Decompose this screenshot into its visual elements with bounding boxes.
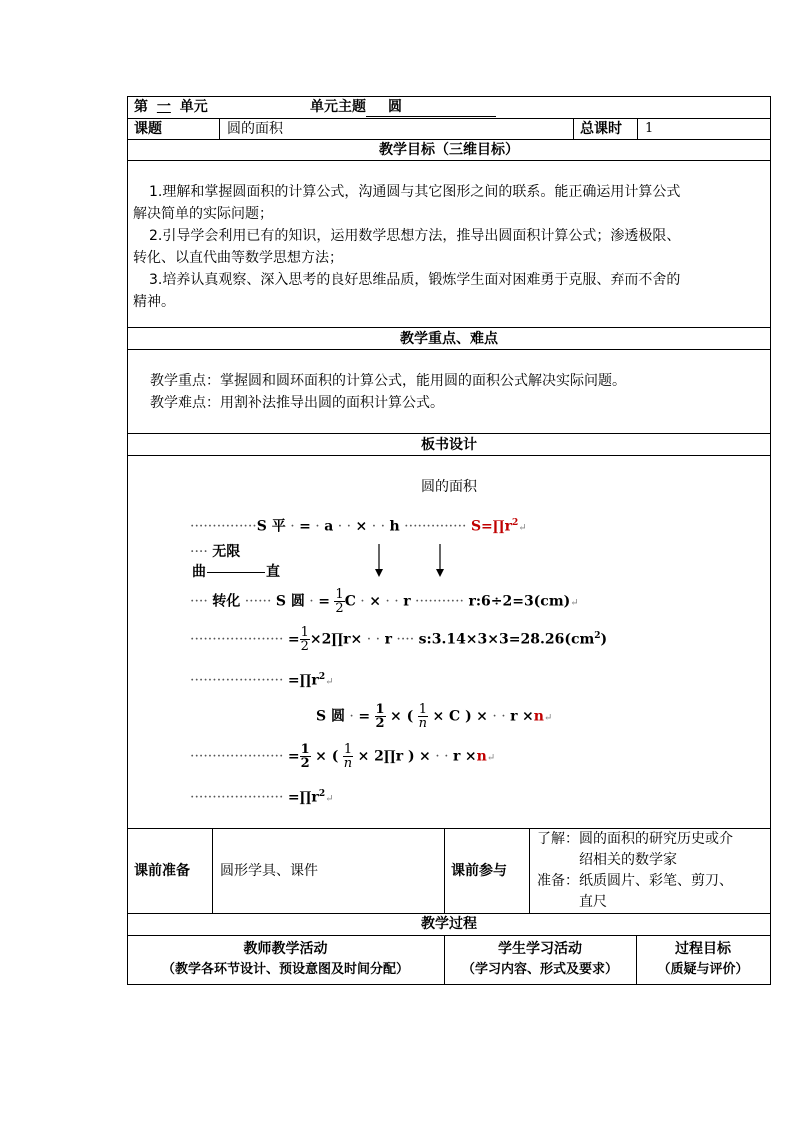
n-variable: n [476, 748, 487, 765]
equals: = [287, 631, 300, 648]
goal-line: 转化、以直代曲等数学思想方法； [133, 250, 343, 266]
unit-heading [134, 98, 208, 116]
participation-line: 直尺 [579, 894, 607, 910]
dots: ··············· [190, 518, 257, 535]
col-goal-title: 过程目标 [675, 941, 731, 957]
theme-label: 单元主题 [310, 99, 366, 115]
fraction-half [334, 588, 344, 615]
radius-r: r [403, 593, 411, 610]
board-line-2: ···· 无限 [190, 544, 241, 560]
height-h: h [389, 518, 400, 535]
denominator: 2 [375, 716, 385, 731]
goal-line: 2.引导学会利用已有的知识，运用数学思想方法，推导出圆面积计算公式；渗透极限、 [149, 228, 681, 244]
return-mark-icon: ↵ [570, 597, 579, 609]
board-line-7: S 圆 · = $\frac{1}{2}$ × ( $\frac{1}{n}$ × C ) × · · r ×n↵ [316, 702, 553, 731]
board-line-4: ···· 转化 ······ S 圆 · = $\frac{1}{2}$ C · × · · r ··········· r:6÷2=3(cm)↵ [190, 587, 579, 616]
unit-prefix: 第 [134, 99, 148, 115]
return-mark-icon: ↵ [543, 712, 553, 724]
prep-label: 课前准备 [134, 863, 190, 879]
unit-number: 一 [156, 99, 171, 115]
equals: = [358, 708, 371, 725]
radius-calc: r:6÷2=3(cm) [468, 593, 571, 610]
times: × [522, 708, 534, 725]
board-heading: 板书设计 [421, 437, 477, 453]
col-student-title: 学生学习活动 [498, 941, 582, 957]
process-heading: 教学过程 [421, 916, 477, 932]
square-sup: 2 [318, 672, 326, 682]
board-title: 圆的面积 [421, 479, 477, 495]
infinite-label: 无限 [212, 544, 241, 560]
board-line-1: ···············S 平 · = · a · · × · · h ·············· $S=\prod r^2↵$ [190, 518, 527, 535]
lesson-title-value: 圆的面积 [227, 121, 283, 137]
equals: = [318, 593, 330, 610]
col-teacher-sub: （教学各环节设计、预设意图及时间分配） [161, 962, 409, 977]
goal-line: 3.培养认真观察、深入思考的良好思维品质，锻炼学生面对困难勇于克服、弃而不舍的 [149, 272, 681, 288]
inner-expr: × C ) [432, 708, 472, 725]
circumference-c: C [344, 593, 356, 610]
theme-heading [310, 98, 496, 117]
focus-text: 教学重点：掌握圆和圆环面积的计算公式，能用圆的面积公式解决实际问题。 [150, 373, 626, 389]
denominator: 2 [300, 756, 310, 771]
participation-line: 准备：纸质圆片、彩笔、剪刀、 [537, 873, 733, 889]
unit-suffix: 单元 [179, 99, 208, 115]
s-circle: S 圆 [275, 593, 305, 610]
square-sup: 2 [594, 631, 601, 641]
area-formula: S=∏r [470, 518, 512, 535]
numerator: 1 [375, 702, 385, 717]
col-student-sub: （学习内容、形式及要求） [461, 962, 618, 977]
goal-line: 1.理解和掌握圆面积的计算公式，沟通圆与其它图形之间的联系。能正确运用计算公式 [149, 184, 681, 200]
n-variable: n [533, 708, 544, 725]
theme-value: 圆 [366, 98, 496, 117]
goals-heading: 教学目标（三维目标） [379, 142, 519, 158]
board-line-9: ····················· $=\prod r^2↵$ [190, 789, 334, 806]
numerator: 1 [300, 625, 309, 641]
participation-line: 绍相关的数学家 [579, 852, 677, 868]
radius-r: r [384, 631, 392, 648]
col-teacher-title: 教师教学活动 [243, 941, 328, 957]
numerator: 1 [343, 742, 353, 757]
paren-open: × ( [390, 708, 414, 725]
board-line-5: ····················· = $\frac{1}{2}$ ×2∏r× · · r ···· $s:3.14\times 3\times 3=28.26(cm^2)$ [190, 625, 608, 655]
curve-label: 曲 [192, 564, 206, 580]
area-pir2: =∏r [287, 789, 319, 806]
square-sup: 2 [511, 518, 519, 528]
times: × [369, 593, 381, 610]
inner-expr: × 2∏r ) [357, 748, 415, 765]
fraction-1-over-n [343, 743, 353, 770]
return-mark-icon: ↵ [325, 793, 334, 805]
lesson-title-label: 课题 [134, 121, 162, 137]
hours-value: 1 [645, 121, 654, 136]
denominator: 2 [300, 639, 309, 655]
col-goal-sub: （质疑与评价） [657, 962, 749, 977]
fraction-half [300, 626, 310, 653]
denominator: n [343, 756, 353, 771]
times: × [464, 748, 477, 765]
connector-line [207, 572, 265, 573]
down-arrows-icon [370, 544, 450, 578]
square-sup: 2 [318, 789, 326, 799]
times: × [476, 708, 488, 725]
times: × [419, 748, 431, 765]
return-mark-icon: ↵ [486, 752, 496, 764]
difficulty-text: 教学难点：用割补法推导出圆的面积计算公式。 [150, 395, 444, 411]
prep-value: 圆形学具、课件 [220, 863, 318, 879]
goal-line: 解决简单的实际问题； [133, 206, 273, 222]
denominator: n [418, 716, 428, 731]
goal-line: 精神。 [133, 294, 175, 310]
board-line-6: ····················· $=\prod r^2↵$ [190, 672, 334, 689]
transform-label: 转化 [212, 593, 241, 610]
return-mark-icon: ↵ [325, 676, 334, 688]
numerator: 1 [300, 742, 310, 757]
participation-text [537, 829, 733, 913]
equals: = [287, 748, 300, 765]
area-calc: s:3.14×3×3=28.26(cm [418, 631, 595, 648]
base-a: a [324, 518, 334, 535]
s-circle: S 圆 [316, 708, 345, 725]
area-pir2: =∏r [287, 672, 319, 689]
fraction-half [300, 743, 311, 770]
radius-r: r [453, 748, 461, 765]
paren-open: × ( [315, 748, 339, 765]
goals-list [133, 181, 765, 313]
straight-label: 直 [266, 564, 280, 580]
radius-r: r [510, 708, 518, 725]
paren-close: ) [600, 631, 608, 648]
equals: = [299, 518, 311, 535]
numerator: 1 [335, 587, 344, 602]
hours-label: 总课时 [580, 121, 622, 137]
denominator: 2 [335, 601, 344, 616]
participation-label: 课前参与 [451, 863, 507, 879]
board-line-3 [192, 561, 280, 583]
s-parallelogram: S 平 [256, 518, 286, 535]
return-mark-icon: ↵ [518, 522, 527, 534]
board-line-8: ····················· = $\frac{1}{2}$ × ( $\frac{1}{n}$ × 2∏r ) × · · r ×n↵ [190, 742, 496, 771]
fraction-1-over-n [418, 703, 428, 730]
keypoints-heading: 教学重点、难点 [400, 331, 498, 347]
numerator: 1 [418, 702, 427, 717]
times: × [355, 518, 368, 535]
participation-line: 了解：圆的面积的研究历史或介 [537, 831, 733, 847]
expr-2pir: ×2∏r× [309, 631, 363, 648]
fraction-half [375, 703, 386, 730]
